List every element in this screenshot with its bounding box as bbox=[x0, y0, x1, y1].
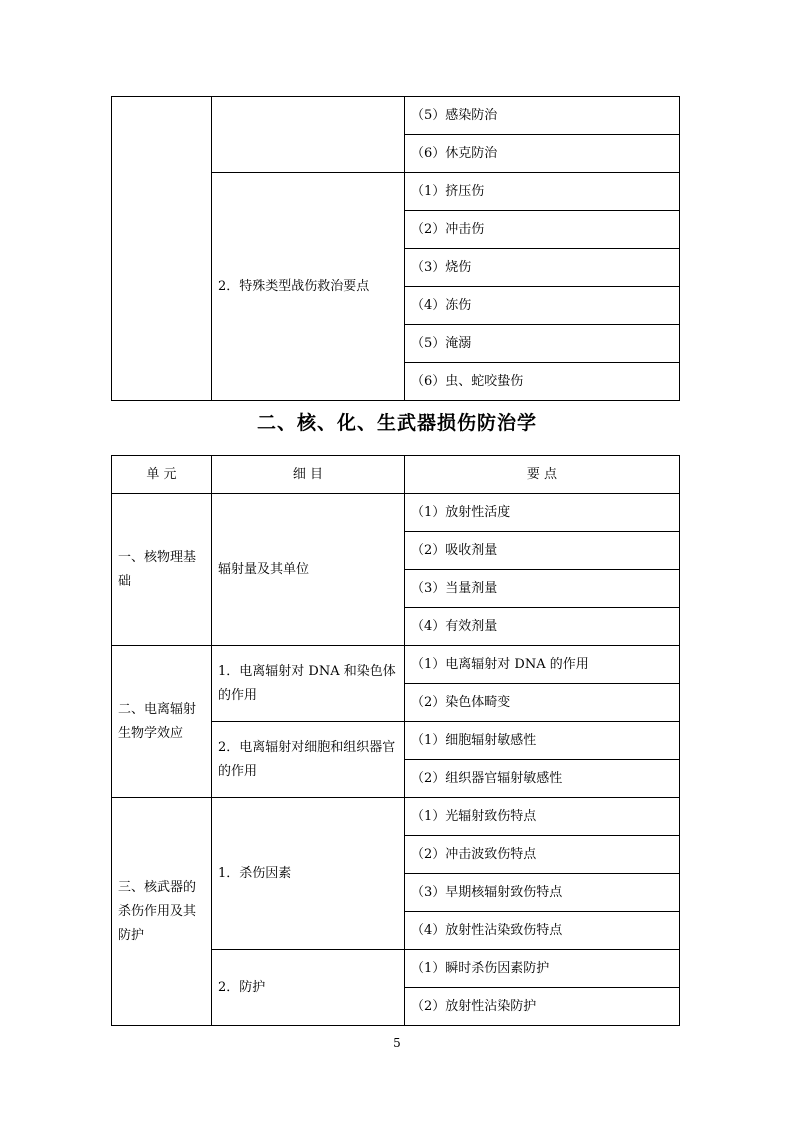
point-cell: （1）瞬时杀伤因素防护 bbox=[405, 950, 680, 988]
point-cell: （4）放射性沾染致伤特点 bbox=[405, 912, 680, 950]
detail-cell: 1．杀伤因素 bbox=[212, 798, 405, 950]
table-header-row bbox=[112, 456, 680, 494]
header-unit: 单 元 bbox=[112, 456, 212, 494]
table-row bbox=[112, 646, 680, 684]
point-cell: （2）冲击伤 bbox=[405, 211, 680, 249]
table-row bbox=[112, 97, 680, 135]
detail-cell: 辐射量及其单位 bbox=[212, 494, 405, 646]
detail-cell: 2．特殊类型战伤救治要点 bbox=[212, 173, 405, 401]
point-cell: （1）电离辐射对 DNA 的作用 bbox=[405, 646, 680, 684]
point-cell: （5）淹溺 bbox=[405, 325, 680, 363]
point-cell: （2）吸收剂量 bbox=[405, 532, 680, 570]
detail-cell: 2．防护 bbox=[212, 950, 405, 1026]
point-cell: （4）有效剂量 bbox=[405, 608, 680, 646]
point-cell: （2）放射性沾染防护 bbox=[405, 988, 680, 1026]
page-number: 5 bbox=[393, 1036, 401, 1050]
point-cell: （1）细胞辐射敏感性 bbox=[405, 722, 680, 760]
point-cell: （2）组织器官辐射敏感性 bbox=[405, 760, 680, 798]
point-cell: （3）烧伤 bbox=[405, 249, 680, 287]
table-row bbox=[112, 798, 680, 836]
unit-cell: 三、核武器的杀伤作用及其防护 bbox=[112, 798, 212, 1026]
point-cell: （5）感染防治 bbox=[405, 97, 680, 135]
detail-cell-empty bbox=[212, 97, 405, 173]
point-cell: （2）冲击波致伤特点 bbox=[405, 836, 680, 874]
point-cell: （4）冻伤 bbox=[405, 287, 680, 325]
point-cell: （6）休克防治 bbox=[405, 135, 680, 173]
point-cell: （3）当量剂量 bbox=[405, 570, 680, 608]
point-cell: （2）染色体畸变 bbox=[405, 684, 680, 722]
header-points: 要 点 bbox=[405, 456, 680, 494]
unit-cell-empty bbox=[112, 97, 212, 401]
detail-cell: 1．电离辐射对 DNA 和染色体的作用 bbox=[212, 646, 405, 722]
section-title: 二、核、化、生武器损伤防治学 bbox=[256, 412, 537, 434]
point-cell: （6）虫、蛇咬蛰伤 bbox=[405, 363, 680, 401]
unit-cell: 一、核物理基础 bbox=[112, 494, 212, 646]
point-cell: （1）光辐射致伤特点 bbox=[405, 798, 680, 836]
table-continued bbox=[111, 96, 680, 401]
point-cell: （3）早期核辐射致伤特点 bbox=[405, 874, 680, 912]
table-nbc-injury bbox=[111, 455, 680, 1026]
point-cell: （1）放射性活度 bbox=[405, 494, 680, 532]
header-detail: 细 目 bbox=[212, 456, 405, 494]
unit-cell: 二、电离辐射生物学效应 bbox=[112, 646, 212, 798]
table-row bbox=[112, 494, 680, 532]
detail-cell: 2．电离辐射对细胞和组织器官的作用 bbox=[212, 722, 405, 798]
point-cell: （1）挤压伤 bbox=[405, 173, 680, 211]
